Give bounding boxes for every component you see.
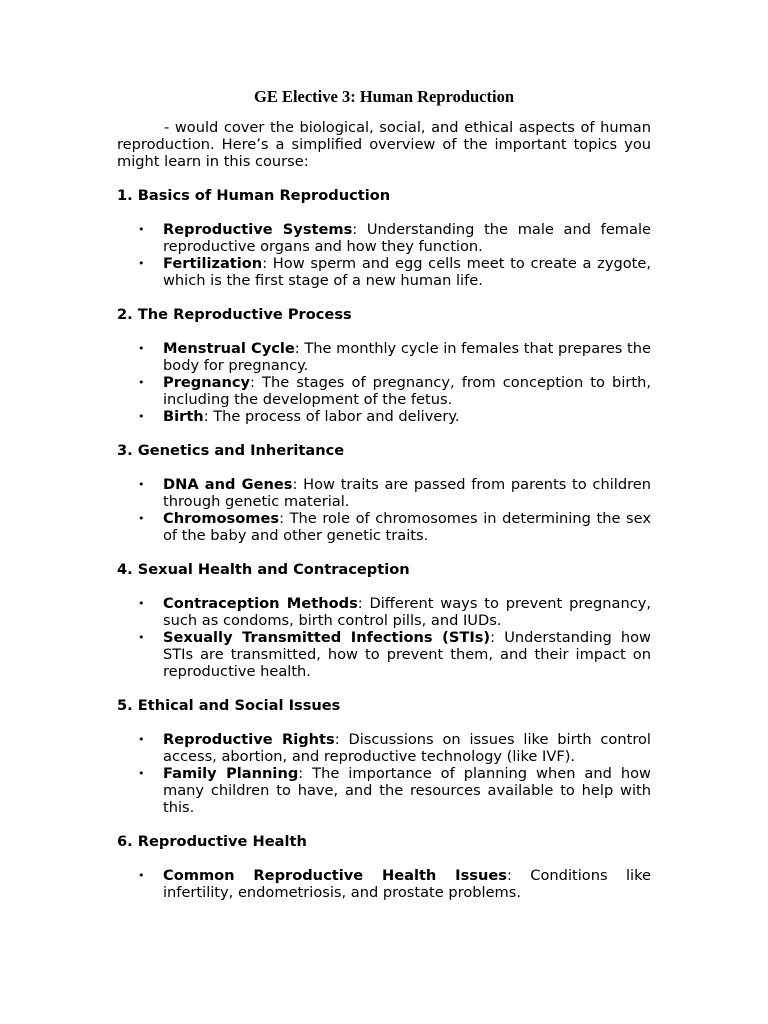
section-heading: 1. Basics of Human Reproduction — [117, 187, 391, 204]
item-term: Menstrual Cycle — [163, 340, 295, 357]
item-term: Chromosomes — [163, 510, 280, 527]
bullet-icon: • — [138, 631, 145, 644]
item-text: : The role of chromosomes in determining the sex of the baby and other genetic traits. — [163, 510, 651, 544]
bullet-icon: • — [138, 223, 145, 236]
bullet-icon: • — [138, 257, 145, 270]
list-item — [138, 340, 652, 374]
document-page — [117, 85, 651, 901]
section-genetics — [117, 442, 651, 544]
section-heading: 6. Reproductive Health — [117, 833, 307, 850]
list-item — [138, 765, 651, 816]
item-term: Fertilization — [163, 255, 263, 272]
bullet-icon: • — [138, 767, 145, 780]
item-text: : Different ways to prevent pregnancy, such as condoms, birth control pills, and IUDs. — [163, 595, 651, 629]
bullet-icon: • — [138, 733, 145, 746]
item-term: Sexually Transmitted Infections (STIs) — [163, 629, 491, 646]
item-text: : Conditions like infertility, endometriosis, and prostate problems. — [163, 867, 652, 901]
bullet-list — [117, 867, 651, 901]
section-heading: 3. Genetics and Inheritance — [117, 442, 345, 459]
bullet-icon: • — [138, 376, 145, 389]
bullet-icon: • — [138, 342, 145, 355]
section-reproductive-process — [117, 306, 651, 425]
bullet-icon: • — [138, 478, 145, 491]
section-sexual-health — [117, 561, 651, 680]
item-text: : Discussions on issues like birth control access, abortion, and reproductive technology (like IVF). — [163, 731, 651, 765]
section-basics — [117, 187, 651, 289]
item-term: Common Reproductive Health Issues — [163, 867, 507, 884]
item-text: : The process of labor and delivery. — [203, 408, 460, 425]
item-text: : The monthly cycle in females that prepares the body for pregnancy. — [163, 340, 652, 374]
bullet-list — [117, 731, 651, 816]
item-text: : How traits are passed from parents to children through genetic material. — [163, 476, 651, 510]
item-term: Reproductive Systems — [163, 221, 353, 238]
item-term: Birth — [163, 408, 204, 425]
item-term: Family Planning — [163, 765, 299, 782]
section-heading: 5. Ethical and Social Issues — [117, 697, 341, 714]
section-heading: 4. Sexual Health and Contraception — [117, 561, 410, 578]
item-text: : The importance of planning when and how many children to have, and the resources available to help with this. — [163, 765, 651, 816]
section-heading: 2. The Reproductive Process — [117, 306, 352, 323]
bullet-list — [117, 595, 651, 680]
section-ethical-social — [117, 697, 651, 816]
list-item — [138, 629, 651, 680]
intro-paragraph: - would cover the biological, social, and ethical aspects of human reproduction. Here’s a simplified overview of the important topics you might learn in this course: — [117, 119, 651, 170]
list-item — [138, 595, 651, 629]
list-item — [138, 221, 651, 255]
item-term: DNA and Genes — [163, 476, 293, 493]
list-item — [138, 731, 651, 765]
item-term: Reproductive Rights — [163, 731, 335, 748]
item-term: Pregnancy — [163, 374, 251, 391]
list-item — [138, 255, 651, 289]
item-text: : Understanding how STIs are transmitted, how to prevent them, and their impact on reproductive health. — [163, 629, 651, 680]
list-item — [138, 510, 651, 544]
item-term: Contraception Methods — [163, 595, 358, 612]
list-item — [138, 867, 652, 901]
item-text: : Understanding the male and female reproductive organs and how they function. — [163, 221, 651, 255]
bullet-list — [117, 476, 651, 544]
list-item — [138, 408, 651, 425]
bullet-list — [117, 340, 651, 425]
item-text: : How sperm and egg cells meet to create a zygote, which is the first stage of a new human life. — [163, 255, 651, 289]
item-text: : The stages of pregnancy, from conception to birth, including the development of the fetus. — [163, 374, 651, 408]
bullet-icon: • — [138, 597, 145, 610]
list-item — [138, 476, 651, 510]
bullet-icon: • — [138, 869, 145, 882]
document-title: GE Elective 3: Human Reproduction — [253, 87, 515, 106]
section-reproductive-health — [117, 833, 651, 901]
list-item — [138, 374, 651, 408]
bullet-icon: • — [138, 512, 145, 525]
bullet-icon: • — [138, 410, 145, 423]
bullet-list — [117, 221, 651, 289]
